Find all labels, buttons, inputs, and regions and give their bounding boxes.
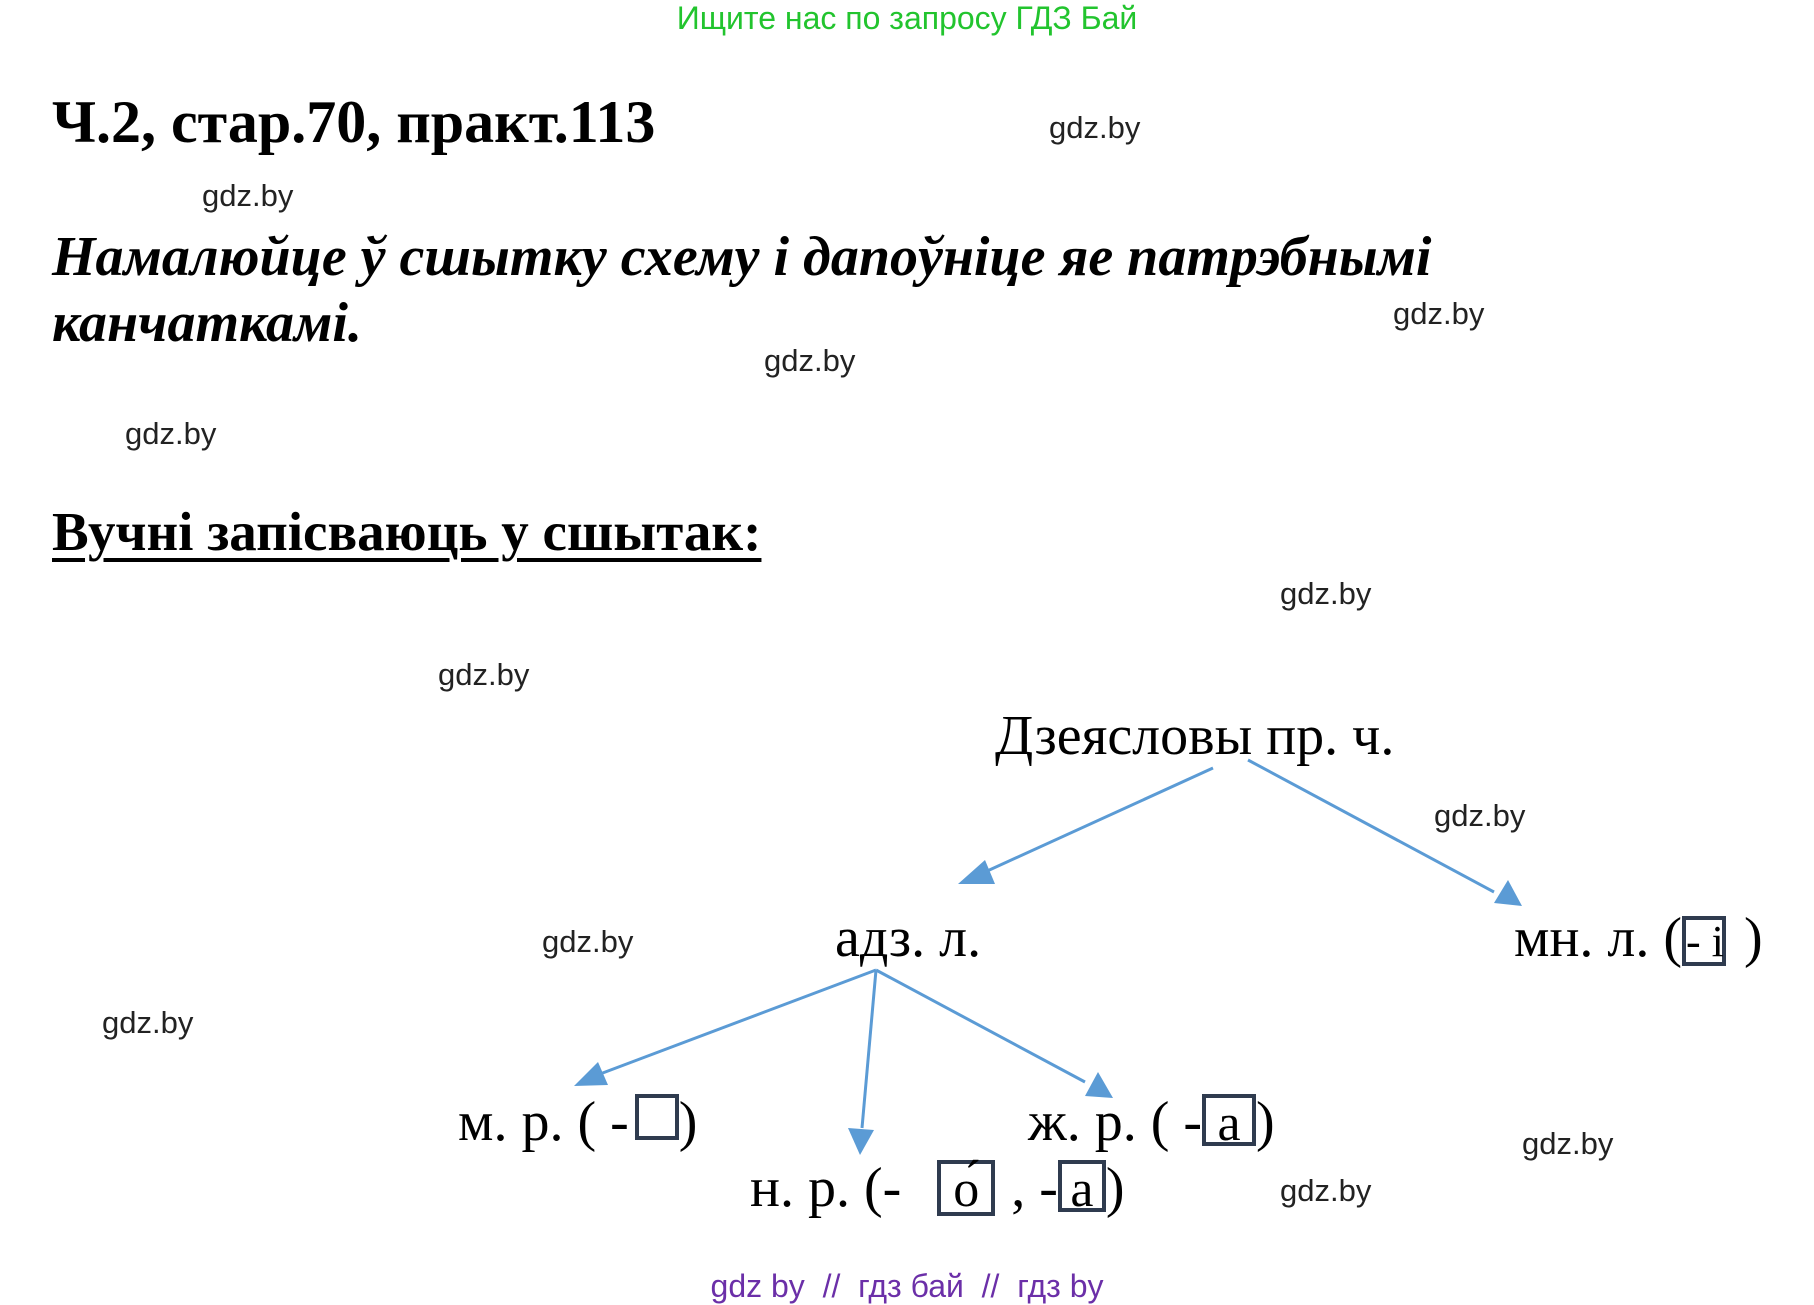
arrow-root-to-singular (985, 768, 1213, 872)
fem-label: ж. р. ( - (1028, 1091, 1202, 1153)
footer-links: gdz by // гдз бай // гдз by (710, 1268, 1104, 1304)
fem-ending-box: а (1202, 1094, 1256, 1146)
diagram-masculine (458, 1091, 698, 1153)
watermark: gdz.by (1280, 576, 1372, 611)
neut-ending-box-1: о́ (937, 1160, 995, 1216)
fem-close: ) (1256, 1091, 1275, 1153)
diagram-singular: адз. л. (835, 907, 982, 969)
watermark: gdz.by (764, 343, 856, 378)
section-subheading: Вучні запісваюць у сшытак: (52, 501, 762, 562)
watermark: gdz.by (1434, 798, 1526, 833)
arrow-root-to-plural (1248, 760, 1494, 892)
neut-close: ) (1105, 1157, 1125, 1219)
plural-close: ) (1744, 907, 1763, 969)
neut-ending-box-2: а (1058, 1160, 1106, 1212)
watermark: gdz.by (1280, 1173, 1372, 1208)
watermark: gdz.by (1522, 1126, 1614, 1161)
watermark: gdz.by (102, 1005, 194, 1040)
search-banner: Ищите нас по запросу ГДЗ Бай (676, 0, 1138, 36)
neut-separator: , - (1011, 1157, 1058, 1219)
watermark: gdz.by (542, 924, 634, 959)
watermark: gdz.by (1393, 296, 1485, 331)
diagram-root: Дзеясловы пр. ч. (995, 705, 1395, 767)
masc-close: ) (678, 1091, 698, 1153)
arrow-singular-to-neut (862, 970, 876, 1128)
arrowhead (574, 1062, 608, 1086)
task-line-2: канчаткамі. (52, 292, 362, 354)
watermark: gdz.by (1049, 110, 1141, 145)
plural-ending-box: - і (1682, 916, 1726, 966)
arrow-singular-to-masc (600, 970, 876, 1074)
masc-label: м. р. ( - (458, 1091, 629, 1153)
neut-label: н. р. (- (750, 1157, 902, 1219)
diagram-feminine (1028, 1091, 1275, 1153)
watermark: gdz.by (125, 416, 217, 451)
plural-label: мн. л. ( (1514, 907, 1682, 969)
masc-ending-box (635, 1094, 679, 1140)
arrowhead (848, 1128, 874, 1155)
arrowhead (958, 860, 995, 884)
watermark: gdz.by (438, 657, 530, 692)
page-title: Ч.2, стар.70, практ.113 (52, 89, 656, 155)
arrow-singular-to-fem (876, 970, 1085, 1082)
task-line-1: Намалюйце ў сшытку схему і дапоўніце яе патрэбнымі (52, 226, 1432, 288)
watermark: gdz.by (202, 178, 294, 213)
arrowhead (1494, 880, 1522, 906)
diagram-neuter (750, 1157, 1125, 1219)
diagram-plural (1514, 907, 1763, 969)
